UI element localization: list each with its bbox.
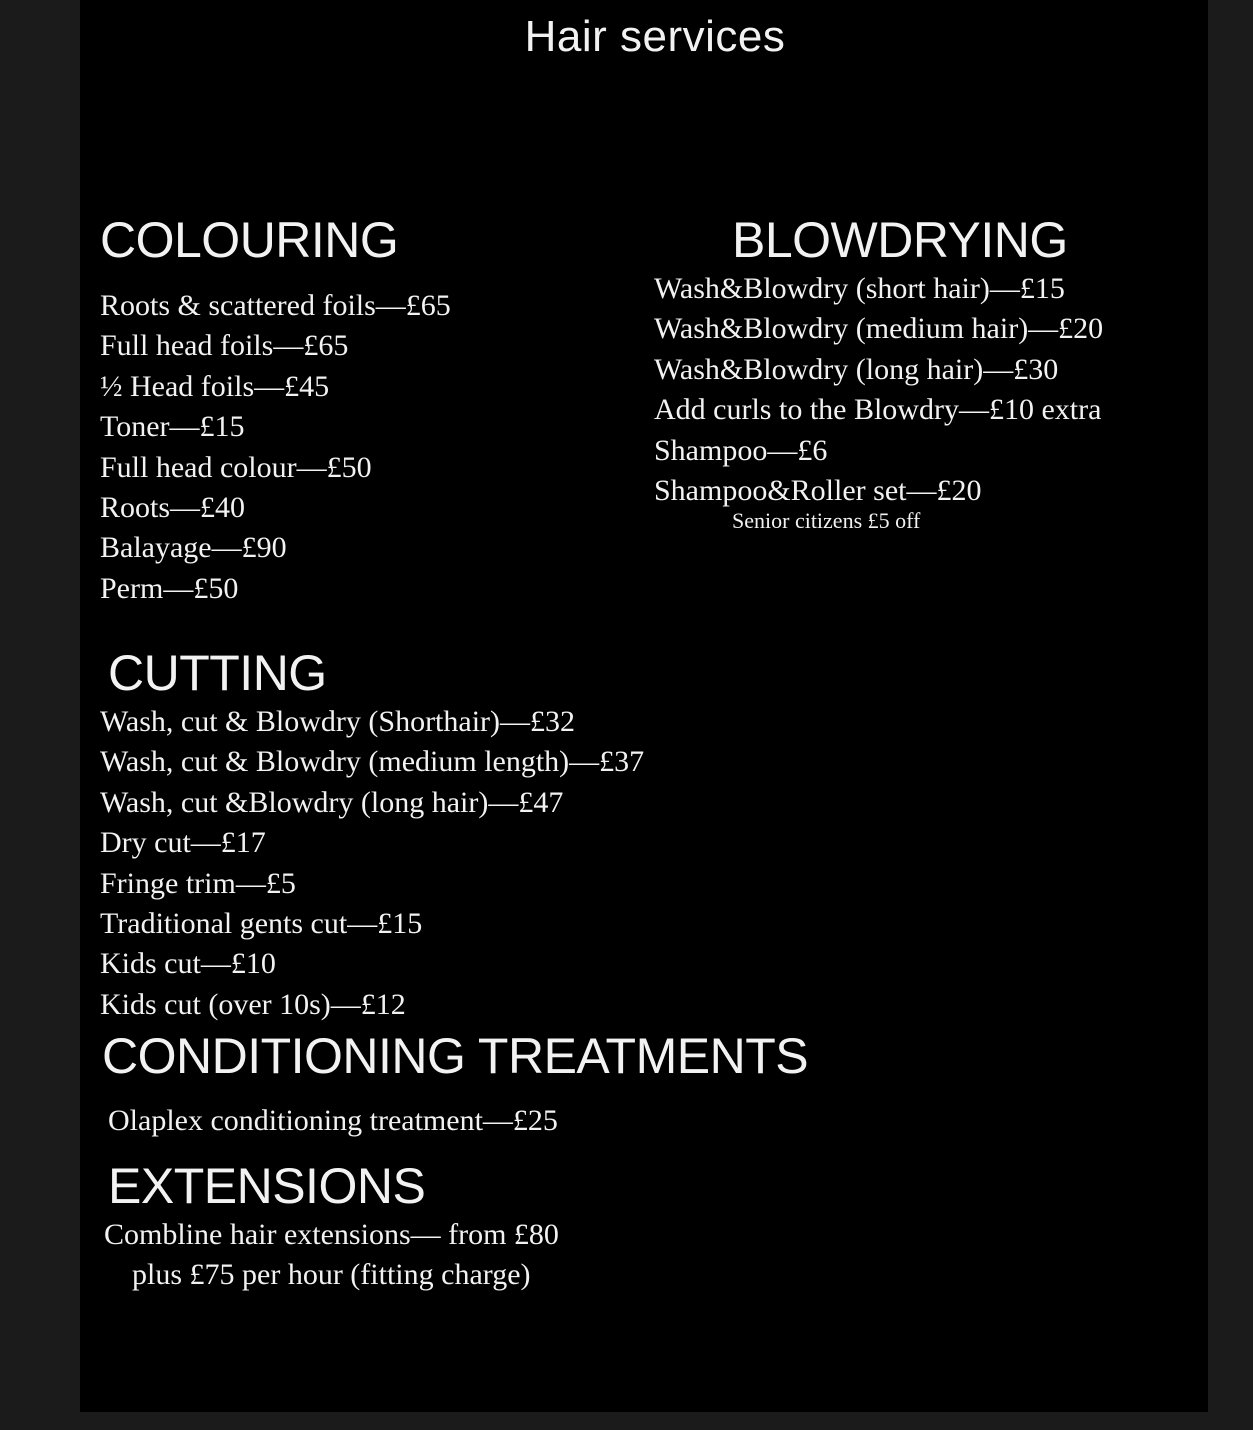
list-item: Traditional gents cut—£15 <box>100 907 423 941</box>
list-item: Kids cut (over 10s)—£12 <box>100 987 406 1021</box>
list-item: Wash&Blowdry (medium hair)—£20 <box>654 312 1104 346</box>
blowdrying-list <box>654 269 1103 511</box>
list-item: Toner—£15 <box>100 410 245 444</box>
list-item: ½ Head foils—£45 <box>100 369 330 403</box>
blowdrying-heading: BLOWDRYING <box>732 212 1068 268</box>
extensions-fitting-charge: plus £75 per hour (fitting charge) <box>132 1258 531 1291</box>
extensions-item: Combline hair extensions— from £80 <box>104 1218 559 1251</box>
list-item: Wash, cut &Blowdry (long hair)—£47 <box>100 785 564 819</box>
cutting-heading: CUTTING <box>108 645 327 701</box>
list-item: Roots & scattered foils—£65 <box>100 289 451 322</box>
list-item: Perm—£50 <box>100 571 239 605</box>
list-item: Fringe trim—£5 <box>100 866 296 900</box>
list-item: Balayage—£90 <box>100 531 287 565</box>
cutting-list <box>100 702 644 1025</box>
list-item: Wash&Blowdry (long hair)—£30 <box>654 352 1059 386</box>
list-item: Add curls to the Blowdry—£10 extra <box>654 393 1102 427</box>
list-item: Wash, cut & Blowdry (medium length)—£37 <box>100 745 645 779</box>
conditioning-heading: CONDITIONING TREATMENTS <box>102 1028 809 1084</box>
senior-discount-note: Senior citizens £5 off <box>732 508 921 533</box>
list-item: Shampoo&Roller set—£20 <box>654 474 982 508</box>
list-item: Dry cut—£17 <box>100 826 266 860</box>
list-item: Wash&Blowdry (short hair)—£15 <box>654 272 1065 305</box>
extensions-heading: EXTENSIONS <box>108 1158 426 1214</box>
olaplex-item: Olaplex conditioning treatment—£25 <box>108 1104 558 1137</box>
price-list-page <box>80 0 1208 1412</box>
list-item: Roots—£40 <box>100 491 246 525</box>
list-item: Kids cut—£10 <box>100 947 276 981</box>
colouring-heading: COLOURING <box>100 212 399 268</box>
list-item: Wash, cut & Blowdry (Shorthair)—£32 <box>100 705 576 738</box>
list-item: Full head colour—£50 <box>100 450 372 484</box>
colouring-list <box>100 286 451 609</box>
page-title: Hair services <box>524 12 786 61</box>
list-item: Full head foils—£65 <box>100 329 349 363</box>
list-item: Shampoo—£6 <box>654 433 828 467</box>
